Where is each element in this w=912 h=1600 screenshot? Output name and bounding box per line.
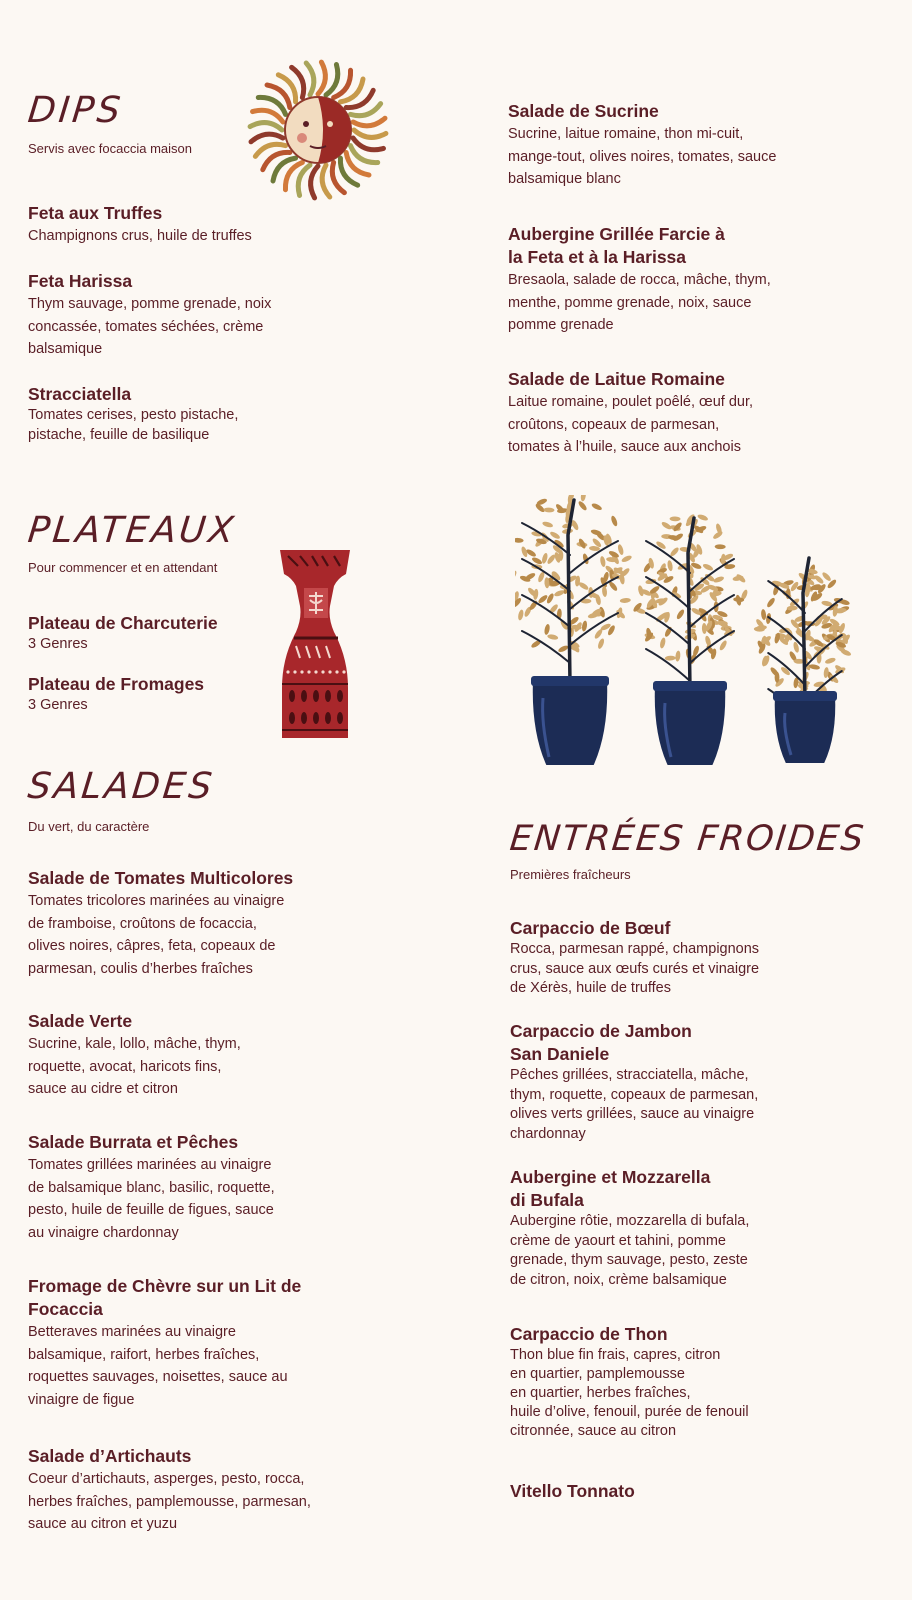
- item-desc: Thon blue fin frais, capres, citron en quartier, pamplemousse en quartier, herbes fraîches, huile d’olive, fenouil, purée de fenouil citronnée, sauce au citron: [510, 1347, 749, 1439]
- item-name: Aubergine Grillée Farcie à la Feta et à la Harissa: [508, 224, 725, 267]
- menu-item: [28, 1010, 448, 1101]
- menu-item: [508, 223, 898, 337]
- item-name: Plateau de Charcuterie: [28, 613, 218, 633]
- item-name: Carpaccio de Thon: [510, 1324, 668, 1344]
- item-name: Salade d’Artichauts: [28, 1446, 192, 1466]
- dips-title: DIPS: [25, 90, 126, 131]
- item-name: Plateau de Fromages: [28, 674, 205, 694]
- item-desc: Bresaola, salade de rocca, mâche, thym, menthe, pomme grenade, noix, sauce pomme grenade: [508, 272, 771, 333]
- item-desc: Pêches grillées, stracciatella, mâche, thym, roquette, copeaux de parmesan, olives verts grillées, sauce au vinaigre chardonnay: [510, 1067, 759, 1142]
- menu-item: [28, 1445, 448, 1536]
- item-name: Salade Burrata et Pêches: [28, 1132, 239, 1152]
- menu-item: [28, 383, 428, 445]
- item-name: Feta aux Truffes: [28, 203, 163, 223]
- item-desc: Champignons crus, huile de truffes: [28, 228, 252, 244]
- menu-item: [28, 673, 268, 714]
- entrees-title: ENTRÉES FROIDES: [507, 819, 868, 859]
- item-name: Feta Harissa: [28, 271, 133, 291]
- item-name: Carpaccio de Bœuf: [510, 918, 671, 938]
- menu-item: [28, 202, 428, 248]
- menu-item: [510, 1166, 900, 1290]
- menu-item: [508, 368, 898, 459]
- item-desc: Tomates tricolores marinées au vinaigre de framboise, croûtons de focaccia, olives noires, câpres, feta, copeaux de parmesan, coulis d’herbes fraîches: [28, 893, 285, 977]
- item-desc: Tomates cerises, pesto pistache, pistache, feuille de basilique: [28, 407, 239, 443]
- menu-item: [28, 867, 448, 980]
- item-name: Salade Verte: [28, 1011, 133, 1031]
- plateaux-subtitle: Pour commencer et en attendant: [28, 560, 218, 575]
- item-desc: Tomates grillées marinées au vinaigre de balsamique blanc, basilic, roquette, pesto, huile de feuille de figues, sauce au vinaigre chardonnay: [28, 1157, 275, 1241]
- item-name: Salade de Sucrine: [508, 101, 659, 121]
- menu-item: [510, 1323, 900, 1441]
- item-name: Salade de Laitue Romaine: [508, 369, 725, 389]
- menu-item: [28, 1275, 448, 1411]
- menu-item: [28, 1131, 448, 1244]
- sun-illustration: [246, 58, 390, 202]
- item-desc: Rocca, parmesan rappé, champignons crus, sauce aux œufs curés et vinaigre de Xérès, huile de truffes: [510, 941, 760, 996]
- menu-item: [28, 270, 428, 361]
- item-desc: Aubergine rôtie, mozzarella di bufala, crème de yaourt et tahini, pomme grenade, thym sauvage, pesto, zeste de citron, noix, crème balsamique: [510, 1213, 750, 1288]
- item-name: Fromage de Chèvre sur un Lit de Focaccia: [28, 1276, 302, 1319]
- vase-illustration: [278, 548, 354, 742]
- item-desc: Coeur d’artichauts, asperges, pesto, rocca, herbes fraîches, pamplemousse, parmesan, sauce au citron et yuzu: [28, 1471, 311, 1532]
- menu-item: [510, 917, 900, 999]
- item-name: Stracciatella: [28, 384, 132, 404]
- dips-subtitle: Servis avec focaccia maison: [28, 141, 193, 156]
- item-desc: 3 Genres: [28, 697, 88, 713]
- entrees-subtitle: Premières fraîcheurs: [510, 867, 631, 882]
- item-desc: Laitue romaine, poulet poêlé, œuf dur, croûtons, copeaux de parmesan, tomates à l’huile, sauce aux anchois: [508, 394, 754, 455]
- item-name: Carpaccio de Jambon San Daniele: [510, 1021, 692, 1064]
- item-desc: Sucrine, laitue romaine, thon mi-cuit, mange-tout, olives noires, tomates, sauce balsamique blanc: [508, 126, 777, 187]
- plateaux-title: PLATEAUX: [25, 510, 239, 551]
- item-desc: 3 Genres: [28, 636, 88, 652]
- menu-item: [28, 612, 268, 653]
- menu-item: [510, 1480, 900, 1503]
- menu-item: [508, 100, 898, 191]
- item-desc: Thym sauvage, pomme grenade, noix concassée, tomates séchées, crème balsamique: [28, 296, 272, 357]
- item-desc: Betteraves marinées au vinaigre balsamique, raifort, herbes fraîches, roquettes sauvages, noisettes, sauce au vinaigre de figue: [28, 1324, 288, 1408]
- potted-olive-trees-illustration: [515, 495, 875, 785]
- item-name: Salade de Tomates Multicolores: [28, 868, 294, 888]
- item-name: Aubergine et Mozzarella di Bufala: [510, 1167, 711, 1210]
- salades-subtitle: Du vert, du caractère: [28, 819, 150, 834]
- item-desc: Sucrine, kale, lollo, mâche, thym, roquette, avocat, haricots fins, sauce au cidre et citron: [28, 1036, 241, 1097]
- salades-title: SALADES: [25, 766, 217, 807]
- menu-item: [510, 1020, 900, 1144]
- item-name: Vitello Tonnato: [510, 1481, 635, 1501]
